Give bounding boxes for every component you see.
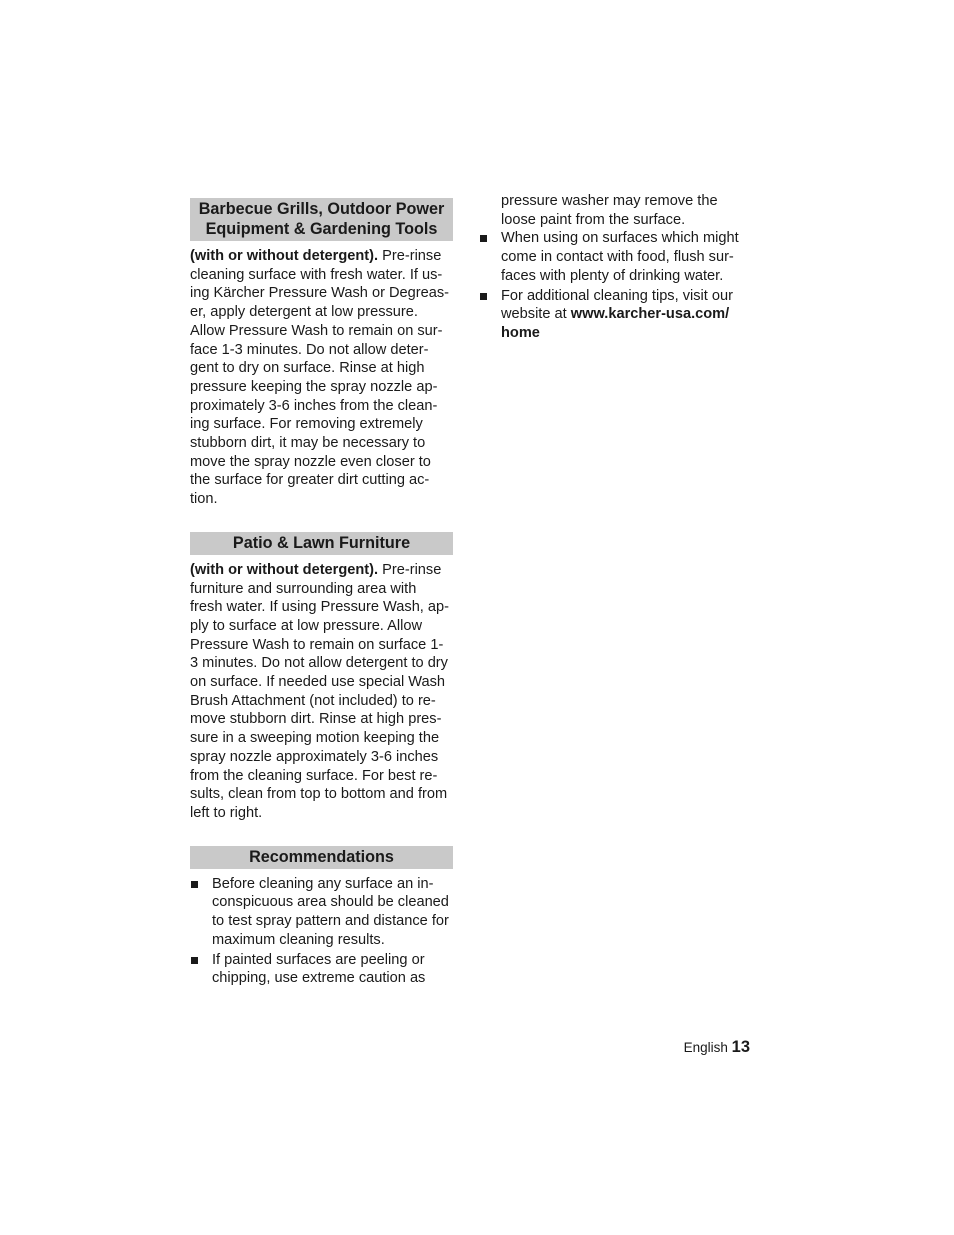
bullet-line: chipping, use extreme caution as: [212, 970, 426, 987]
paragraph-patio: [190, 561, 462, 823]
lead-text: (with or without detergent).: [190, 561, 379, 578]
list-item: [479, 229, 755, 285]
bullet-continuation-line: loose paint from the surface.: [501, 211, 686, 228]
recommendations-list-continued: [479, 229, 755, 342]
paragraph-line: Allow Pressure Wash to remain on sur-: [190, 322, 443, 339]
square-bullet-icon: [480, 293, 487, 300]
website-link[interactable]: home: [501, 324, 540, 341]
paragraph-line: Pressure Wash to remain on surface 1-: [190, 636, 444, 653]
lead-text: (with or without detergent).: [190, 248, 379, 264]
footer-language: English: [683, 1040, 728, 1055]
line-text: Pre-rinse: [378, 561, 442, 578]
paragraph-line: 3 minutes. Do not allow detergent to dry: [190, 655, 448, 672]
paragraph-line: furniture and surrounding area with: [190, 580, 417, 597]
page-footer: [684, 1038, 750, 1057]
section-gap: [190, 823, 462, 846]
bullet-line: to test spray pattern and distance for: [212, 913, 449, 930]
bullet-line: When using on surfaces which might: [501, 230, 739, 247]
paragraph-barbecue: [190, 247, 462, 509]
bullet-continuation-line: pressure washer may remove the: [501, 193, 718, 209]
paragraph-line: stubborn dirt, it may be necessary to: [190, 435, 426, 452]
line-text: Pre-rinse: [378, 248, 442, 264]
paragraph-line: [190, 247, 462, 266]
bullet-line: maximum cleaning results.: [212, 931, 385, 948]
bullet-line: conspicuous area should be cleaned: [212, 894, 449, 911]
paragraph-line: gent to dry on surface. Rinse at high: [190, 360, 425, 377]
bullet-line: Before cleaning any surface an in-: [212, 875, 434, 892]
paragraph-line: cleaning surface with fresh water. If us-: [190, 266, 443, 283]
left-column: [190, 198, 462, 989]
list-item: [190, 951, 462, 988]
paragraph-line: left to right.: [190, 804, 263, 821]
paragraph-line: move the spray nozzle even closer to: [190, 453, 431, 470]
bullet-line: For additional cleaning tips, visit our: [501, 287, 733, 304]
list-item: [190, 875, 462, 950]
paragraph-line: move stubborn dirt. Rinse at high pres-: [190, 711, 442, 728]
paragraph-line: sults, clean from top to bottom and from: [190, 786, 448, 803]
paragraph-line: tion.: [190, 491, 218, 508]
bullet-line: If painted surfaces are peeling or: [212, 951, 425, 968]
paragraph-line: the surface for greater dirt cutting ac-: [190, 472, 430, 489]
bullet-line: come in contact with food, flush sur-: [501, 249, 734, 266]
website-link[interactable]: www.karcher-usa.com/: [570, 306, 730, 323]
paragraph-line: ing Kärcher Pressure Wash or Degreas-: [190, 285, 450, 302]
right-column: [479, 192, 755, 344]
recommendations-list: [190, 875, 462, 988]
line-text: website at: [501, 306, 571, 323]
paragraph-line: ing surface. For removing extremely: [190, 416, 423, 433]
paragraph-line: proximately 3-6 inches from the clean-: [190, 397, 438, 414]
section-heading-barbecue: [190, 198, 453, 241]
paragraph-line: spray nozzle approximately 3-6 inches: [190, 748, 439, 765]
square-bullet-icon: [480, 235, 487, 242]
bullet-line: faces with plenty of drinking water.: [501, 267, 724, 284]
bullet-line: [501, 305, 755, 324]
paragraph-line: ply to surface at low pressure. Allow: [190, 617, 422, 634]
heading-line: Equipment & Gardening Tools: [205, 220, 438, 238]
heading-line: Barbecue Grills, Outdoor Power: [198, 200, 445, 218]
paragraph-line: fresh water. If using Pressure Wash, ap-: [190, 599, 450, 616]
paragraph-line: Brush Attachment (not included) to re-: [190, 692, 436, 709]
paragraph-line: pressure keeping the spray nozzle ap-: [190, 378, 438, 395]
page-number: 13: [731, 1038, 750, 1056]
paragraph-line: face 1-3 minutes. Do not allow deter-: [190, 341, 429, 358]
square-bullet-icon: [191, 881, 198, 888]
paragraph-line: sure in a sweeping motion keeping the: [190, 730, 440, 747]
paragraph-line: [190, 561, 462, 580]
section-heading-patio: Patio & Lawn Furniture: [190, 532, 453, 555]
list-item: [479, 287, 755, 343]
paragraph-line: from the cleaning surface. For best re-: [190, 767, 438, 784]
square-bullet-icon: [191, 957, 198, 964]
section-heading-recommendations: Recommendations: [190, 846, 453, 869]
section-gap: [190, 509, 462, 532]
paragraph-line: on surface. If needed use special Wash: [190, 674, 445, 691]
paragraph-line: er, apply detergent at low pressure.: [190, 304, 418, 321]
